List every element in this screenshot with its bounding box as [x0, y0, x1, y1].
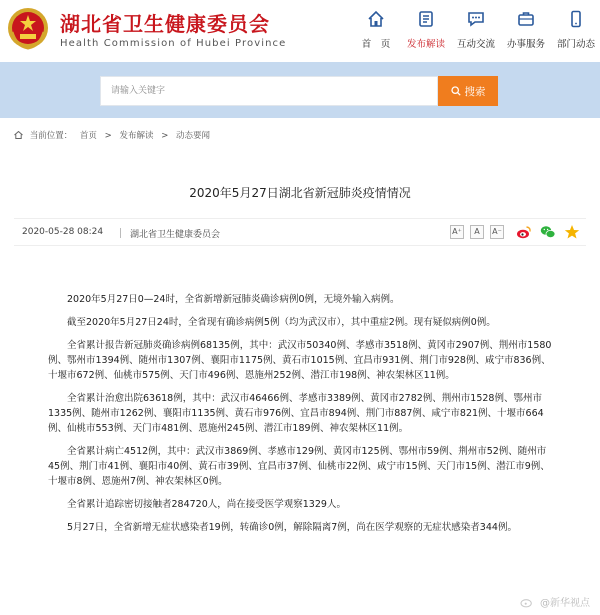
search-button[interactable]	[438, 76, 498, 106]
mobile-icon	[567, 10, 585, 28]
breadcrumb-separator: >	[104, 131, 112, 141]
watermark-text: @新华视点	[540, 598, 590, 609]
font-decrease-button[interactable]: A⁻	[490, 225, 504, 239]
nav-dept-news-label: 部门动态	[556, 39, 595, 50]
nav-publish-label: 发布解读	[406, 39, 445, 50]
search-button-label: 搜索	[464, 85, 486, 98]
article-meta-bar	[14, 218, 586, 246]
wechat-share-icon[interactable]	[540, 224, 556, 240]
article-title: 2020年5月27日湖北省新冠肺炎疫情情况	[189, 186, 411, 200]
article-paragraph: 2020年5月27日0—24时，全省新增新冠肺炎确诊病例0例，无境外输入病例。	[67, 294, 400, 305]
search-box	[100, 76, 438, 106]
nav-dept-news[interactable]	[546, 10, 600, 54]
article-paragraph: 全省累计病亡4512例，其中：武汉市3869例、孝感市129例、黄冈市125例、鄂州市59例、荆州市52例、随州市45例、荆门市41例、襄阳市40例、黄石市39例、宜昌市37例、仙桃市22例、咸宁市15例、天门市15例、潜江市9例、十堰市8例、恩施州7例、神农架林区0例。	[48, 446, 550, 487]
watermark	[520, 594, 590, 609]
weibo-watermark-icon	[520, 596, 534, 608]
search-icon	[451, 86, 461, 96]
breadcrumb-home[interactable]: 首页	[79, 131, 97, 141]
search-banner	[0, 62, 600, 118]
nav-interact-label: 互动交流	[456, 39, 495, 50]
breadcrumb-separator: >	[161, 131, 169, 141]
article-panel	[0, 150, 600, 615]
breadcrumb-news[interactable]: 动态要闻	[176, 131, 211, 141]
nav-home-label: 首 页	[361, 39, 391, 50]
breadcrumb-prefix: 当前位置：	[29, 131, 73, 141]
briefcase-icon	[517, 10, 535, 28]
site-subtitle: Health Commission of Hubei Province	[60, 38, 287, 49]
location-icon	[14, 131, 23, 139]
font-increase-button[interactable]: A⁺	[450, 225, 464, 239]
meta-divider	[120, 228, 121, 238]
home-icon	[367, 10, 385, 28]
breadcrumb	[14, 129, 215, 141]
article-paragraph: 截至2020年5月27日24时，全省现有确诊病例5例（均为武汉市），其中重症2例。现有疑似病例0例。	[67, 317, 496, 328]
weibo-share-icon[interactable]	[516, 224, 532, 240]
nav-service-label: 办事服务	[506, 39, 545, 50]
article-paragraph: 5月27日，全省新增无症状感染者19例，转确诊0例，解除隔离7例，尚在医学观察的无症状感染者344例。	[67, 522, 517, 533]
chat-icon	[467, 10, 485, 28]
national-emblem-icon[interactable]	[6, 6, 50, 50]
font-default-button[interactable]: A	[470, 225, 484, 239]
site-header	[0, 0, 600, 62]
article-body	[48, 292, 556, 543]
article-source: 湖北省卫生健康委员会	[130, 230, 221, 240]
publish-date: 2020-05-28 08:24	[22, 227, 104, 237]
site-title[interactable]: 湖北省卫生健康委员会	[60, 12, 270, 36]
article-paragraph: 全省累计追踪密切接触者284720人，尚在接受医学观察1329人。	[67, 499, 346, 510]
search-input[interactable]	[101, 77, 437, 105]
document-icon	[417, 10, 435, 28]
breadcrumb-publish[interactable]: 发布解读	[119, 131, 154, 141]
favorite-star-icon[interactable]	[564, 224, 580, 240]
article-paragraph: 全省累计报告新冠肺炎确诊病例68135例，其中：武汉市50340例、孝感市3518例、黄冈市2907例、荆州市1580例、鄂州市1394例、随州市1307例、襄阳市1175例、黄石市1015例、宜昌市931例、荆门市928例、咸宁市836例、十堰市672例、仙桃市575例、天门市496例、恩施州252例、潜江市198例、神农架林区11例。	[48, 340, 552, 381]
article-paragraph: 全省累计治愈出院63618例，其中：武汉市46466例、孝感市3389例、黄冈市2782例、荆州市1528例、鄂州市1335例、随州市1262例、襄阳市1135例、黄石市976例、宜昌市894例、荆门市887例、咸宁市821例、十堰市664例、仙桃市553例、天门市481例、恩施州245例、潜江市189例、神农架林区11例。	[48, 393, 544, 434]
